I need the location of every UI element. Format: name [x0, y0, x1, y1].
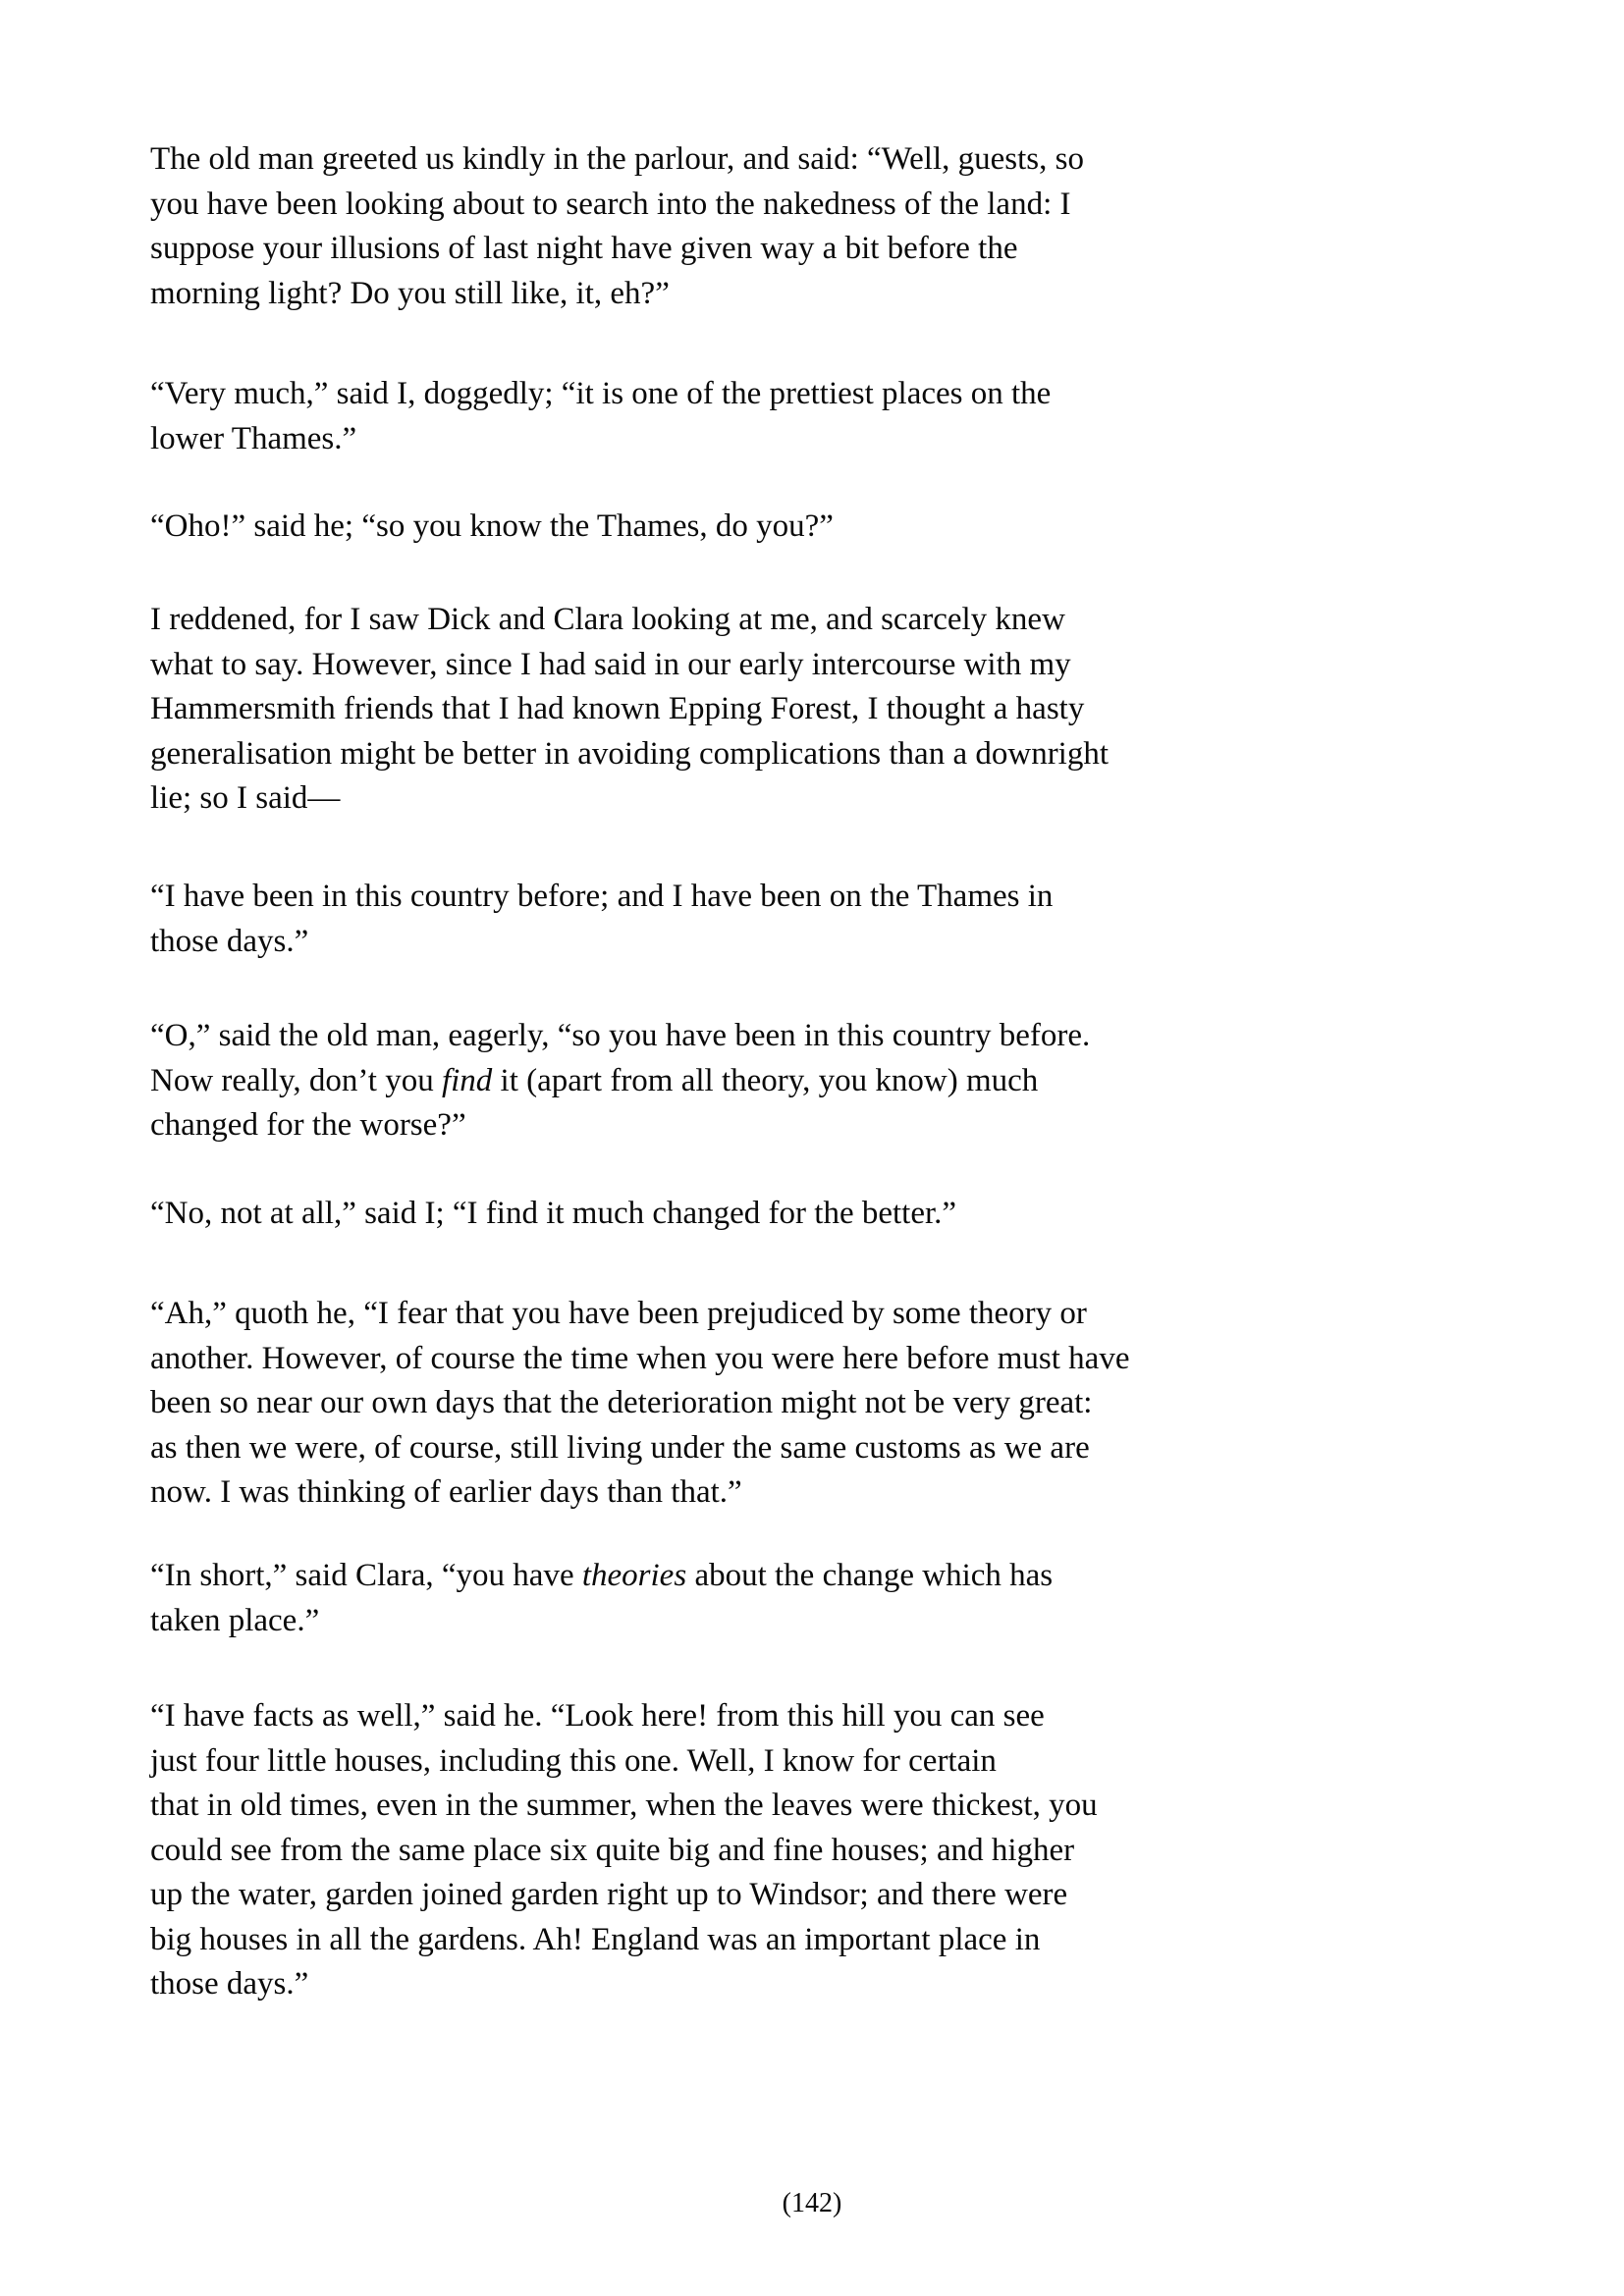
paragraph: “No, not at all,” said I; “I find it much changed for the better.”	[150, 1196, 957, 1231]
paragraph: “Oho!” said he; “so you know the Thames, do you?”	[150, 508, 834, 544]
page-number: (142)	[782, 2188, 842, 2218]
paragraph: The old man greeted us kindly in the parlour, and said: “Well, guests, so you have been looking about to search into the nakedness of the land: I suppose your illusions of last night have given way a bit before the morning light? Do you still like, it, eh?”	[150, 141, 1084, 311]
paragraph: “In short,” said Clara, “you have theories about the change which has taken place.”	[150, 1558, 1054, 1638]
paragraph: “I have facts as well,” said he. “Look here! from this hill you can see just four little houses, including this one. Well, I know for certain that in old times, even in the summer, when the leaves were thickest, you could see from the same place six quite big and fine houses; and higher up the water, garden joined garden right up to Windsor; and there were big houses in all the gardens. Ah! England was an important place in those days.”	[150, 1698, 1098, 2002]
paragraph: I reddened, for I saw Dick and Clara looking at me, and scarcely knew what to say. However, since I had said in our early intercourse with my Hammersmith friends that I had known Epping Forest, I thought a hasty generalisation might be better in avoiding complications than a downright lie; so I said—	[150, 602, 1110, 816]
paragraph: “Ah,” quoth he, “I fear that you have been prejudiced by some theory or another. However, of course the time when you were here before must have been so near our own days that the deterioration might not be very great: as then we were, of course, still living under the same customs as we are now. I was thinking of earlier days than that.”	[150, 1296, 1130, 1510]
paragraph: “O,” said the old man, eagerly, “so you have been in this country before. Now really, don’t you find it (apart from all theory, you know) much changed for the worse?”	[150, 1018, 1091, 1143]
paragraph: “I have been in this country before; and I have been on the Thames in those days.”	[150, 879, 1054, 959]
paragraph: “Very much,” said I, doggedly; “it is one of the prettiest places on the lower Thames.”	[150, 376, 1052, 456]
